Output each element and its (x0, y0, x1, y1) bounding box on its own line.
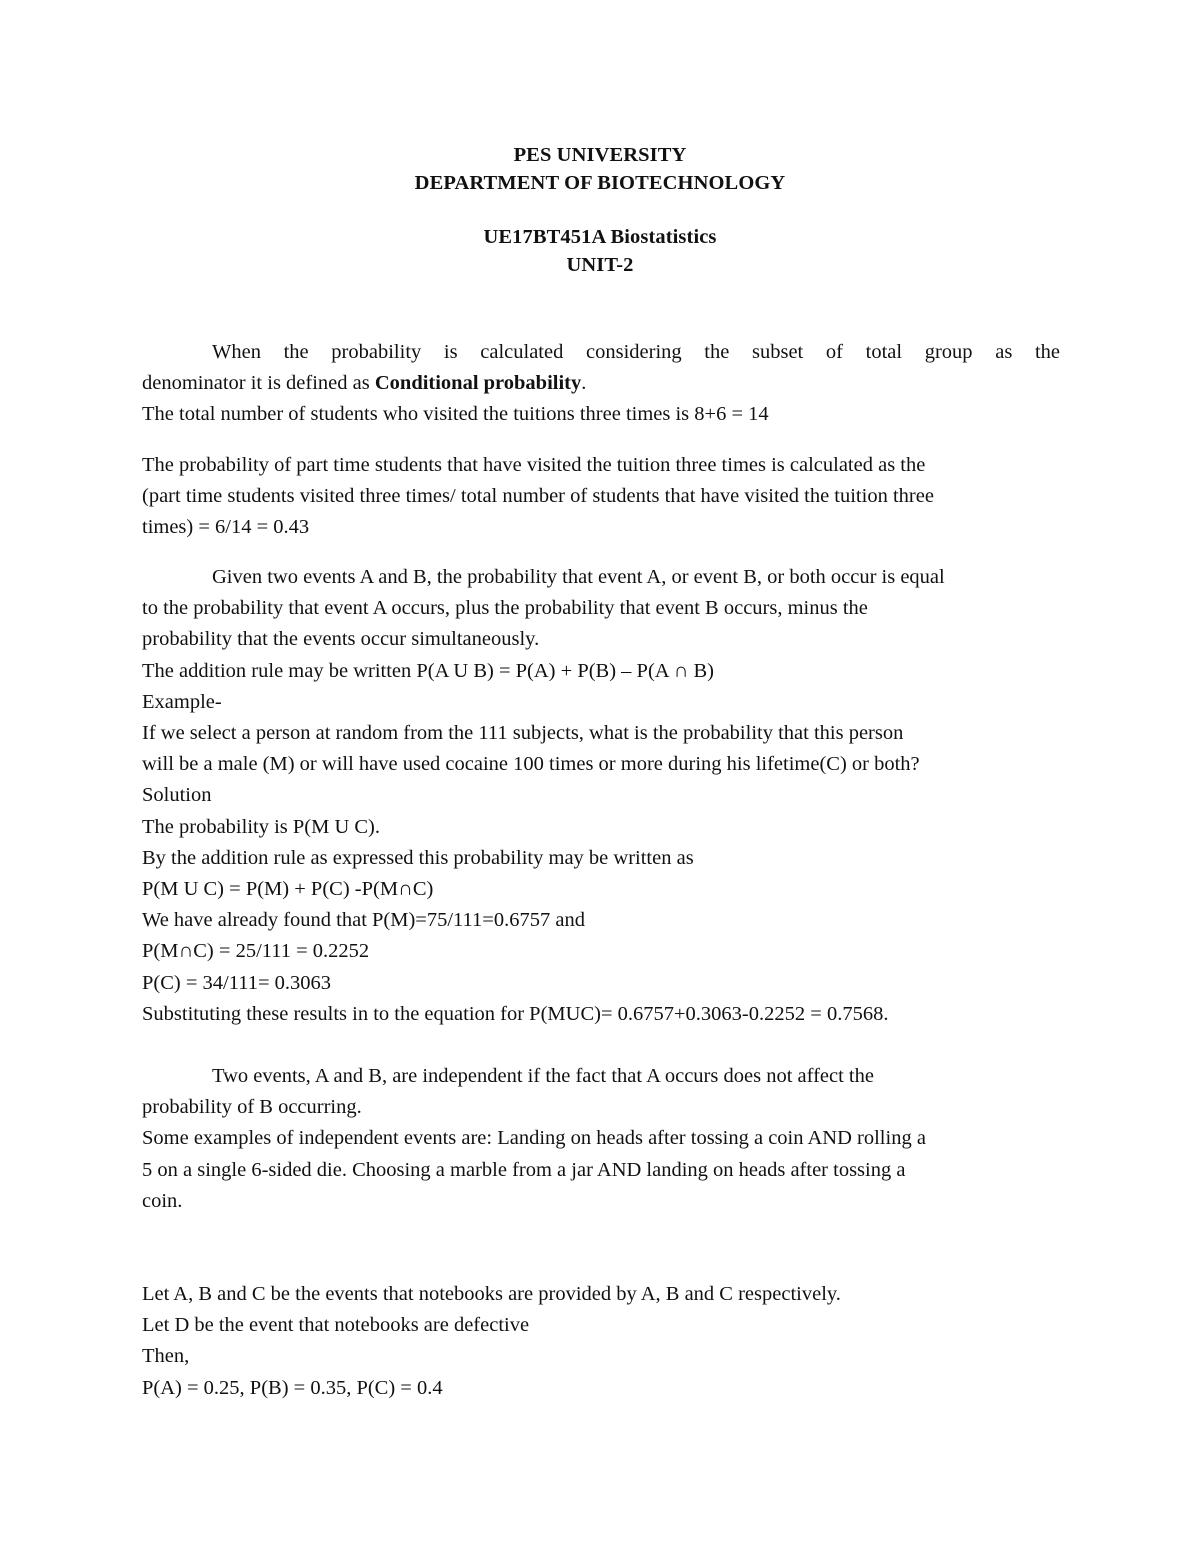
addition-line-3: probability that the events occur simultaneously. (142, 628, 540, 651)
unit-title: UNIT-2 (566, 254, 634, 276)
solution-line-2: By the addition rule as expressed this probability may be written as (142, 846, 694, 869)
addition-rule-paragraph (142, 562, 1060, 1030)
solution-pc-value: P(C) = 34/111= 0.3063 (142, 971, 332, 994)
notebooks-paragraph (142, 1279, 1060, 1404)
conditional-line-2-suffix: . (581, 372, 587, 395)
notebooks-line-1: Let A, B and C be the events that notebooks are provided by A, B and C respectively. (142, 1283, 841, 1305)
notebooks-line-2: Let D be the event that notebooks are defective (142, 1314, 530, 1337)
notebooks-line-3: Then, (142, 1345, 190, 1368)
solution-pm-value: We have already found that P(M)=75/111=0.6757 and (142, 909, 585, 932)
example-question-line-1: If we select a person at random from the 111 subjects, what is the probability that this person (142, 722, 904, 745)
conditional-paragraph (142, 337, 1060, 431)
independent-line-3: Some examples of independent events are: Landing on heads after tossing a coin AND rolling a (142, 1127, 926, 1150)
solution-line-1: The probability is P(M U C). (142, 815, 381, 838)
addition-line-2: to the probability that event A occurs, plus the probability that event B occurs, minus the (142, 597, 868, 620)
independent-events-paragraph (142, 1061, 1060, 1217)
solution-pmc-value: P(M∩C) = 25/111 = 0.2252 (142, 940, 370, 963)
solution-label: Solution (142, 784, 212, 807)
addition-line-1: Given two events A and B, the probability that event A, or event B, or both occur is equal (212, 566, 945, 588)
solution-result: Substituting these results in to the equation for P(MUC)= 0.6757+0.3063-0.2252 = 0.7568. (142, 1002, 889, 1025)
independent-line-4: 5 on a single 6-sided die. Choosing a marble from a jar AND landing on heads after tossing a (142, 1158, 906, 1181)
conditional-line-2 (142, 368, 1060, 399)
course-title: UE17BT451A Biostatistics (483, 226, 717, 248)
example-label: Example- (142, 690, 222, 713)
addition-rule-formula: The addition rule may be written P(A U B) = P(A) + P(B) – P(A ∩ B) (142, 659, 715, 682)
part-time-paragraph (142, 450, 1060, 544)
university-title: PES UNIVERSITY (513, 144, 687, 166)
independent-line-5: coin. (142, 1189, 183, 1212)
independent-line-1: Two events, A and B, are independent if the fact that A occurs does not affect the (212, 1065, 874, 1087)
conditional-line-1: When the probability is calculated considering the subset of total group as the (212, 341, 1060, 363)
conditional-line-3: The total number of students who visited the tuitions three times is 8+6 = 14 (142, 403, 769, 426)
department-title: DEPARTMENT OF BIOTECHNOLOGY (414, 172, 786, 194)
notebooks-probabilities: P(A) = 0.25, P(B) = 0.35, P(C) = 0.4 (142, 1376, 443, 1399)
conditional-probability-term: Conditional probability (374, 372, 582, 395)
example-question-line-2: will be a male (M) or will have used cocaine 100 times or more during his lifetime(C) or both? (142, 753, 920, 776)
independent-line-2: probability of B occurring. (142, 1096, 362, 1119)
part-time-line-1: The probability of part time students that have visited the tuition three times is calculated as the (142, 454, 926, 476)
part-time-line-2: (part time students visited three times/ total number of students that have visited the tuition three (142, 485, 934, 508)
solution-formula: P(M U C) = P(M) + P(C) -P(M∩C) (142, 878, 434, 901)
part-time-line-3: times) = 6/14 = 0.43 (142, 516, 310, 539)
conditional-line-2-prefix: denominator it is defined as (142, 372, 375, 395)
